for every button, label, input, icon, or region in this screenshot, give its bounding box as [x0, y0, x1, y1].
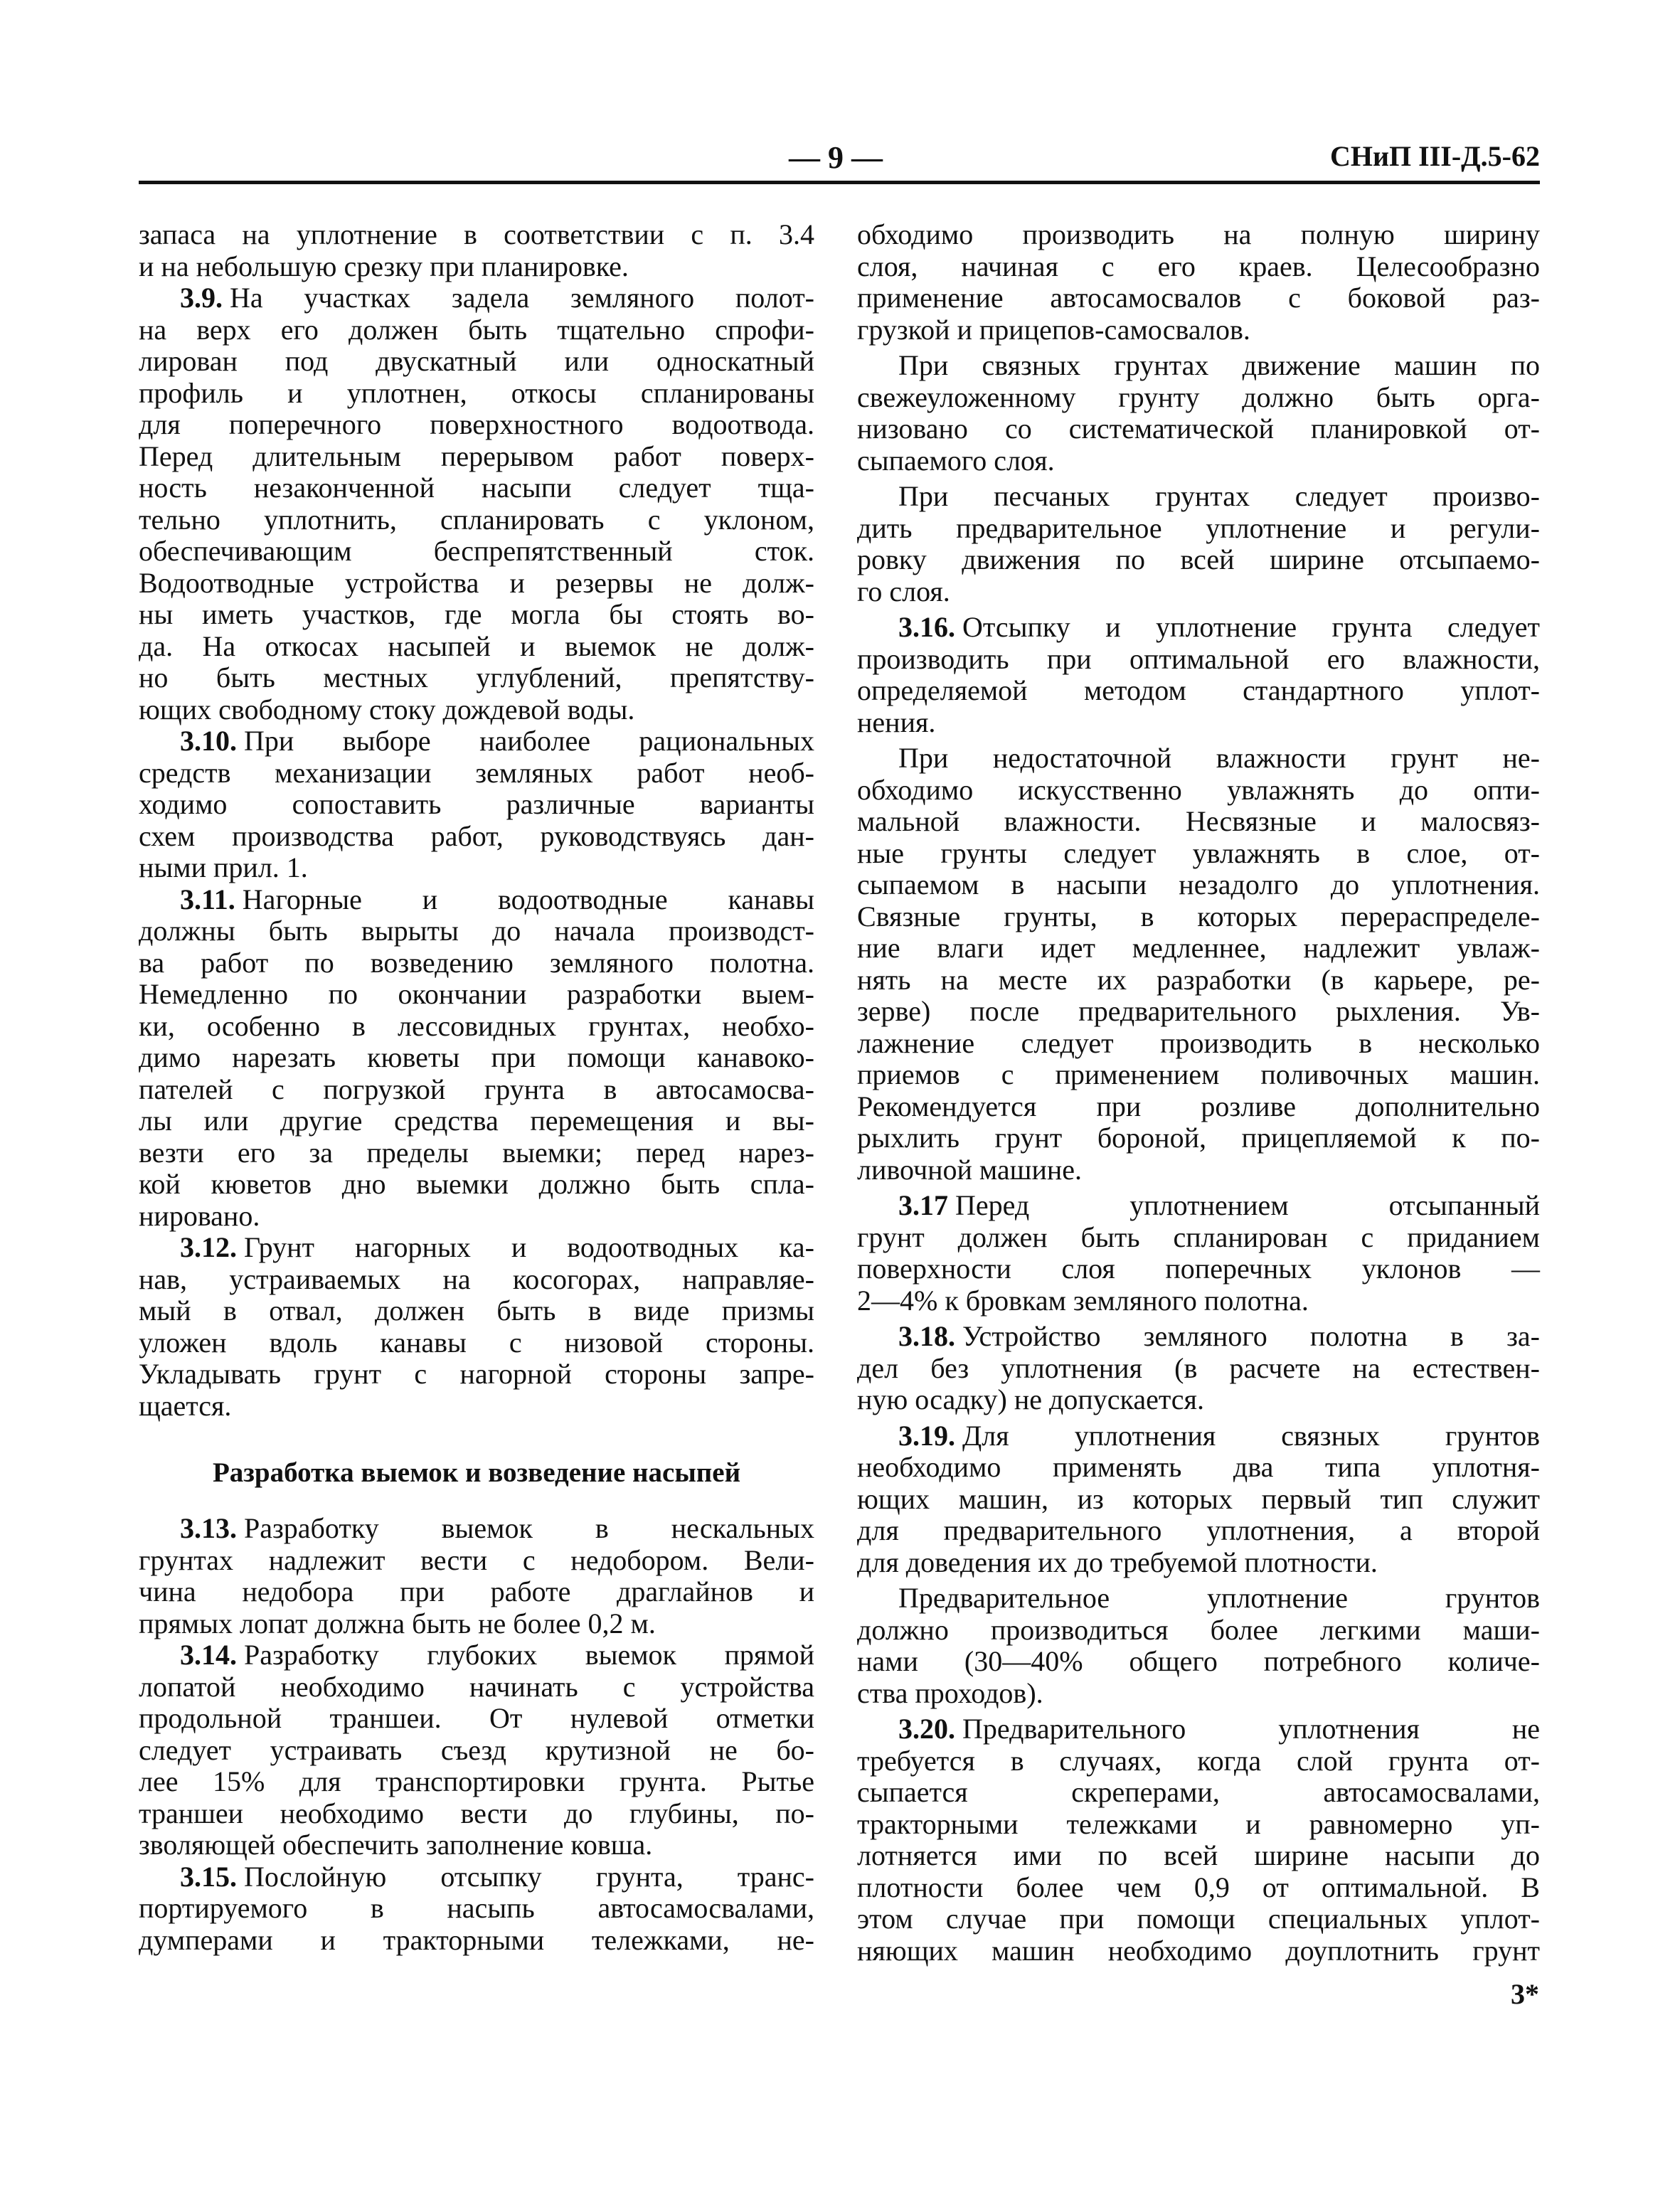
line-text: ровку движения по всей ширине отсыпаемо-	[857, 543, 1540, 575]
text-line	[857, 1154, 1540, 1186]
line-text: и на небольшую срезку при планировке.	[139, 250, 629, 282]
text-line	[139, 662, 814, 694]
line-text: нения.	[857, 706, 936, 738]
line-text: зволяющей обеспечить заполнение ковша.	[139, 1829, 653, 1861]
clause-number: 3.20.	[898, 1713, 955, 1745]
text-line	[857, 707, 1540, 739]
text-line	[139, 409, 814, 441]
paragraph	[139, 1861, 814, 1957]
line-text: слоя, начиная с его краев. Целесообразно	[857, 250, 1540, 282]
text-line	[857, 806, 1540, 838]
line-text: Послойную отсыпку грунта, транс-	[244, 1860, 814, 1893]
text-line	[857, 1678, 1540, 1710]
paragraph	[139, 1639, 814, 1861]
clause-number: 3.12.	[180, 1231, 237, 1263]
text-line	[139, 536, 814, 568]
text-line	[857, 932, 1540, 964]
line-text: профиль и уплотнен, откосы спланированы	[139, 376, 814, 409]
text-line	[139, 789, 814, 821]
text-line	[139, 1925, 814, 1957]
text-line	[139, 1671, 814, 1703]
text-line	[139, 1576, 814, 1608]
text-line	[139, 378, 814, 410]
line-text: няющих машин необходимо доуплотнить грунт	[857, 1934, 1540, 1967]
line-text: должно производиться более легкими маши-	[857, 1613, 1540, 1646]
line-text: Перед уплотнением отсыпанный	[955, 1189, 1540, 1221]
text-line	[139, 1264, 814, 1296]
text-line	[139, 1105, 814, 1137]
text-line	[139, 725, 814, 757]
text-line	[857, 1903, 1540, 1935]
text-line	[139, 1042, 814, 1074]
line-text: ную осадку) не допускается.	[857, 1383, 1204, 1415]
text-line	[857, 513, 1540, 545]
line-text: рыхлить грунт бороной, прицепляемой к по-	[857, 1122, 1540, 1154]
line-text: сыпаемом в насыпи незадолго до уплотнения.	[857, 868, 1540, 900]
signature-mark: 3*	[1511, 1978, 1539, 2010]
text-line	[857, 219, 1540, 251]
text-line	[139, 441, 814, 473]
clause-number: 3.19.	[898, 1419, 955, 1452]
line-text: Водоотводные устройства и резервы не долж-	[139, 566, 814, 599]
text-line	[139, 884, 814, 916]
text-line	[857, 644, 1540, 676]
line-text: Отсыпку и уплотнение грунта следует	[962, 611, 1540, 643]
line-text: схем производства работ, руководствуясь дан-	[139, 819, 814, 852]
text-line	[139, 1703, 814, 1735]
paragraph	[857, 350, 1540, 477]
paragraph	[139, 219, 814, 282]
paragraph	[139, 725, 814, 884]
page-number: — 9 —	[789, 140, 883, 175]
line-text: Разработку глубоких выемок прямой	[244, 1639, 814, 1671]
text-line	[139, 1011, 814, 1043]
text-line	[139, 314, 814, 346]
text-line	[857, 282, 1540, 314]
text-line	[857, 1615, 1540, 1647]
text-line	[139, 1391, 814, 1423]
line-text: ки, особенно в лессовидных грунтах, необхо-	[139, 1009, 814, 1042]
line-text: лы или другие средства перемещения и вы-	[139, 1105, 814, 1137]
line-text: ства проходов).	[857, 1676, 1043, 1709]
text-line	[139, 979, 814, 1011]
line-text: го слоя.	[857, 575, 950, 607]
line-text: приемов с применением поливочных машин.	[857, 1058, 1540, 1090]
line-text: низовано со систематической планировкой от-	[857, 413, 1540, 445]
paragraph	[139, 282, 814, 725]
text-line	[857, 1321, 1540, 1353]
document-code: СНиП III-Д.5-62	[1329, 140, 1540, 172]
line-text: на верх его должен быть тщательно спрофи-	[139, 313, 814, 346]
text-line	[139, 1359, 814, 1391]
clause-number: 3.15.	[180, 1860, 237, 1893]
text-line	[857, 1285, 1540, 1317]
text-line	[857, 445, 1540, 477]
text-line	[857, 1872, 1540, 1904]
paragraph	[139, 1513, 814, 1639]
clause-number: 3.14.	[180, 1639, 237, 1671]
text-line	[139, 568, 814, 600]
line-text: производить при оптимальной его влажности,	[857, 642, 1540, 675]
text-line	[857, 838, 1540, 870]
text-line	[139, 1735, 814, 1767]
text-line	[857, 576, 1540, 608]
paragraph	[857, 219, 1540, 346]
line-text: На участках задела земляного полот-	[230, 282, 814, 314]
text-line	[857, 1713, 1540, 1745]
text-line	[139, 631, 814, 663]
text-line	[139, 1513, 814, 1545]
line-text: уложен вдоль канавы с низовой стороны.	[139, 1326, 814, 1359]
text-line	[857, 1353, 1540, 1385]
text-line	[857, 1935, 1540, 1967]
text-line	[139, 1327, 814, 1359]
line-text: поверхности слоя поперечных уклонов —	[857, 1253, 1540, 1285]
line-text: лее 15% для транспортировки грунта. Рытье	[139, 1765, 814, 1797]
clause-number: 3.11.	[180, 883, 235, 915]
clause-number: 3.18.	[898, 1320, 955, 1352]
clause-number: 3.13.	[180, 1512, 237, 1544]
line-text: сыпается скреперами, автосамосвалами,	[857, 1776, 1540, 1808]
line-text: обеспечивающим беспрепятственный сток.	[139, 535, 814, 567]
text-line	[857, 1745, 1540, 1777]
text-line	[857, 1059, 1540, 1091]
paragraph	[139, 884, 814, 1233]
text-line	[139, 1861, 814, 1893]
line-text: ными прил. 1.	[139, 851, 308, 883]
line-text: ва работ по возведению земляного полотна.	[139, 946, 814, 979]
text-line	[139, 1608, 814, 1640]
line-text: лопатой необходимо начинать с устройства	[139, 1670, 814, 1703]
line-text: нами (30—40% общего потребного количе-	[857, 1645, 1540, 1677]
text-line	[139, 757, 814, 790]
paragraph	[857, 743, 1540, 1186]
line-text: нировано.	[139, 1199, 260, 1232]
line-text: Предварительного уплотнения не	[962, 1713, 1540, 1745]
line-text: думперами и тракторными тележками, не-	[139, 1923, 814, 1956]
line-text: Немедленно по окончании разработки выем-	[139, 978, 814, 1010]
line-text: дить предварительное уплотнение и регули-	[857, 511, 1540, 544]
text-line	[857, 869, 1540, 901]
clause-number: 3.10.	[180, 725, 237, 757]
line-text: грунтах надлежит вести с недобором. Вели-	[139, 1543, 814, 1576]
line-text: мальной влажности. Несвязные и малосвяз-	[857, 805, 1540, 837]
text-line	[857, 1515, 1540, 1547]
line-text: обходимо производить на полную ширину	[857, 218, 1540, 250]
header-rule	[139, 181, 1540, 184]
line-text: ющих свободному стоку дождевой воды.	[139, 693, 635, 725]
line-text: применение автосамосвалов с боковой раз-	[857, 282, 1540, 314]
line-text: пателей с погрузкой грунта в автосамосва-	[139, 1073, 814, 1105]
paragraph	[857, 1190, 1540, 1317]
line-text: ходимо сопоставить различные варианты	[139, 788, 814, 820]
line-text: грузкой и прицепов-самосвалов.	[857, 313, 1250, 346]
clause-number: 3.9.	[180, 282, 223, 314]
text-line	[857, 1547, 1540, 1579]
line-text: Предварительное уплотнение грунтов	[898, 1582, 1540, 1614]
line-text: обходимо искусственно увлажнять до опти-	[857, 773, 1540, 806]
line-text: димо нарезать кюветы при помощи канавоко-	[139, 1041, 814, 1073]
line-text: этом случае при помощи специальных уплот-	[857, 1903, 1540, 1935]
text-line	[857, 901, 1540, 933]
line-text: лотняется ими по всей ширине насыпи до	[857, 1839, 1540, 1871]
line-text: мый в отвал, должен быть в виде призмы	[139, 1294, 814, 1327]
line-text: При песчаных грунтах следует произво-	[898, 480, 1540, 512]
line-text: тельно уплотнить, спланировать с уклоном,	[139, 503, 814, 536]
text-line	[139, 1295, 814, 1327]
text-line	[857, 382, 1540, 414]
line-text: 2—4% к бровкам земляного полотна.	[857, 1284, 1309, 1317]
text-line	[857, 1122, 1540, 1154]
text-line	[139, 1798, 814, 1830]
line-text: везти его за пределы выемки; перед нарез-	[139, 1136, 814, 1169]
paragraph	[857, 481, 1540, 607]
text-line	[139, 1169, 814, 1201]
text-line	[139, 1893, 814, 1925]
text-line	[857, 675, 1540, 707]
text-line	[139, 947, 814, 979]
line-text: Устройство земляного полотна в за-	[962, 1320, 1540, 1352]
line-text: При выборе наиболее рациональных	[244, 725, 814, 757]
line-text: портируемого в насыпь автосамосвалами,	[139, 1892, 814, 1924]
line-text: ные грунты следует увлажнять в слое, от-	[857, 836, 1540, 869]
line-text: ние влаги идет медленнее, надлежит увлаж-	[857, 932, 1540, 964]
text-line	[139, 251, 814, 283]
text-line	[857, 1777, 1540, 1809]
text-line	[139, 219, 814, 251]
line-text: продольной траншеи. От нулевой отметки	[139, 1702, 814, 1734]
text-line	[139, 1201, 814, 1233]
text-line	[139, 694, 814, 726]
text-line	[857, 350, 1540, 382]
line-text: траншеи необходимо вести до глубины, по-	[139, 1797, 814, 1829]
line-text: Укладывать грунт с нагорной стороны запре-	[139, 1358, 814, 1390]
text-line	[139, 1829, 814, 1861]
text-line	[857, 1840, 1540, 1872]
line-text: Разработку выемок в нескальных	[244, 1512, 814, 1544]
line-text: ливочной машине.	[857, 1153, 1083, 1186]
line-text: запаса на уплотнение в соответствии с п. 3.4	[139, 218, 814, 250]
right-column	[857, 219, 1540, 1967]
line-text: средств механизации земляных работ необ-	[139, 756, 814, 789]
line-text: чина недобора при работе драглайнов и	[139, 1575, 814, 1607]
line-text: должны быть вырыты до начала производст-	[139, 915, 814, 947]
line-text: определяемой методом стандартного уплот-	[857, 674, 1540, 706]
line-text: Нагорные и водоотводные канавы	[242, 883, 814, 915]
text-line	[857, 1452, 1540, 1484]
line-text: да. На откосах насыпей и выемок не долж-	[139, 629, 814, 662]
text-line	[139, 1545, 814, 1577]
text-line	[857, 1484, 1540, 1516]
text-line	[857, 1253, 1540, 1285]
line-text: При связных грунтах движение машин по	[898, 349, 1540, 381]
line-text: для поперечного поверхностного водоотвода.	[139, 408, 814, 440]
line-text: необходимо применять два типа уплотня-	[857, 1451, 1540, 1483]
paragraph	[139, 1232, 814, 1422]
line-text: для предварительного уплотнения, а второй	[857, 1514, 1540, 1546]
left-column	[139, 219, 814, 1956]
text-line	[139, 504, 814, 536]
section-heading: Разработка выемок и возведение насыпей	[212, 1457, 741, 1488]
text-line	[139, 852, 814, 884]
text-line	[139, 346, 814, 378]
text-line	[857, 1384, 1540, 1416]
text-line	[857, 314, 1540, 346]
line-text: Грунт нагорных и водоотводных ка-	[244, 1231, 814, 1263]
text-line	[139, 1639, 814, 1671]
line-text: ность незаконченной насыпи следует тща-	[139, 472, 814, 504]
line-text: Для уплотнения связных грунтов	[962, 1419, 1540, 1452]
text-line	[139, 599, 814, 631]
text-line	[857, 544, 1540, 576]
line-text: плотности более чем 0,9 от оптимальной. В	[857, 1871, 1540, 1903]
line-text: нав, устраиваемых на косогорах, направляе-	[139, 1262, 814, 1295]
text-line	[857, 996, 1540, 1028]
line-text: ющих машин, из которых первый тип служит	[857, 1482, 1540, 1515]
text-line	[857, 1420, 1540, 1452]
clause-number: 3.16.	[898, 611, 955, 643]
paragraph	[857, 1583, 1540, 1709]
line-text: нять на месте их разработки (в карьере, ре-	[857, 963, 1540, 996]
text-line	[139, 472, 814, 504]
paragraph	[857, 1420, 1540, 1579]
line-text: свежеуложенному грунту должно быть орга-	[857, 381, 1540, 413]
text-line	[857, 1190, 1540, 1222]
line-text: тракторными тележками и равномерно уп-	[857, 1807, 1540, 1840]
text-line	[857, 1028, 1540, 1060]
paragraph	[857, 1321, 1540, 1416]
line-text: лажнение следует производить в несколько	[857, 1026, 1540, 1059]
text-line	[857, 1583, 1540, 1615]
line-text: Рекомендуется при розливе дополнительно	[857, 1090, 1540, 1122]
line-text: дел без уплотнения (в расчете на естествен-	[857, 1351, 1540, 1384]
text-line	[857, 775, 1540, 807]
text-line	[857, 1091, 1540, 1123]
text-line	[139, 821, 814, 853]
line-text: прямых лопат должна быть не более 0,2 м.	[139, 1607, 656, 1639]
text-line	[857, 964, 1540, 996]
text-line	[857, 413, 1540, 445]
text-line	[857, 1809, 1540, 1841]
line-text: кой кюветов дно выемки должно быть спла-	[139, 1168, 814, 1200]
clause-number: 3.17	[898, 1189, 948, 1221]
line-text: При недостаточной влажности грунт не-	[898, 742, 1540, 774]
line-text: для доведения их до требуемой плотности.	[857, 1546, 1378, 1578]
text-line	[857, 1222, 1540, 1254]
line-text: грунт должен быть спланирован с приданием	[857, 1221, 1540, 1253]
line-text: Связные грунты, в которых перераспределе-	[857, 900, 1540, 932]
text-line	[139, 282, 814, 314]
paragraph	[857, 612, 1540, 738]
text-line	[139, 1137, 814, 1169]
text-line	[139, 1232, 814, 1264]
line-text: сыпаемого слоя.	[857, 444, 1055, 477]
line-text: щается.	[139, 1389, 232, 1422]
line-text: следует устраивать съезд крутизной не бо-	[139, 1733, 814, 1766]
line-text: зерве) после предварительного рыхления. Ув-	[857, 995, 1540, 1027]
text-line	[857, 481, 1540, 513]
paragraph	[857, 1713, 1540, 1967]
text-line	[857, 1646, 1540, 1678]
text-line	[139, 915, 814, 947]
line-text: лирован под двускатный или односкатный	[139, 345, 814, 377]
text-line	[857, 251, 1540, 283]
line-text: Перед длительным перерывом работ поверх-	[139, 440, 814, 472]
text-line	[857, 743, 1540, 775]
text-line	[857, 612, 1540, 644]
text-line	[139, 1074, 814, 1106]
text-line	[139, 1766, 814, 1798]
line-text: ны иметь участков, где могла бы стоять во-	[139, 598, 814, 630]
line-text: но быть местных углублений, препятству-	[139, 661, 814, 693]
line-text: требуется в случаях, когда слой грунта от-	[857, 1744, 1540, 1777]
